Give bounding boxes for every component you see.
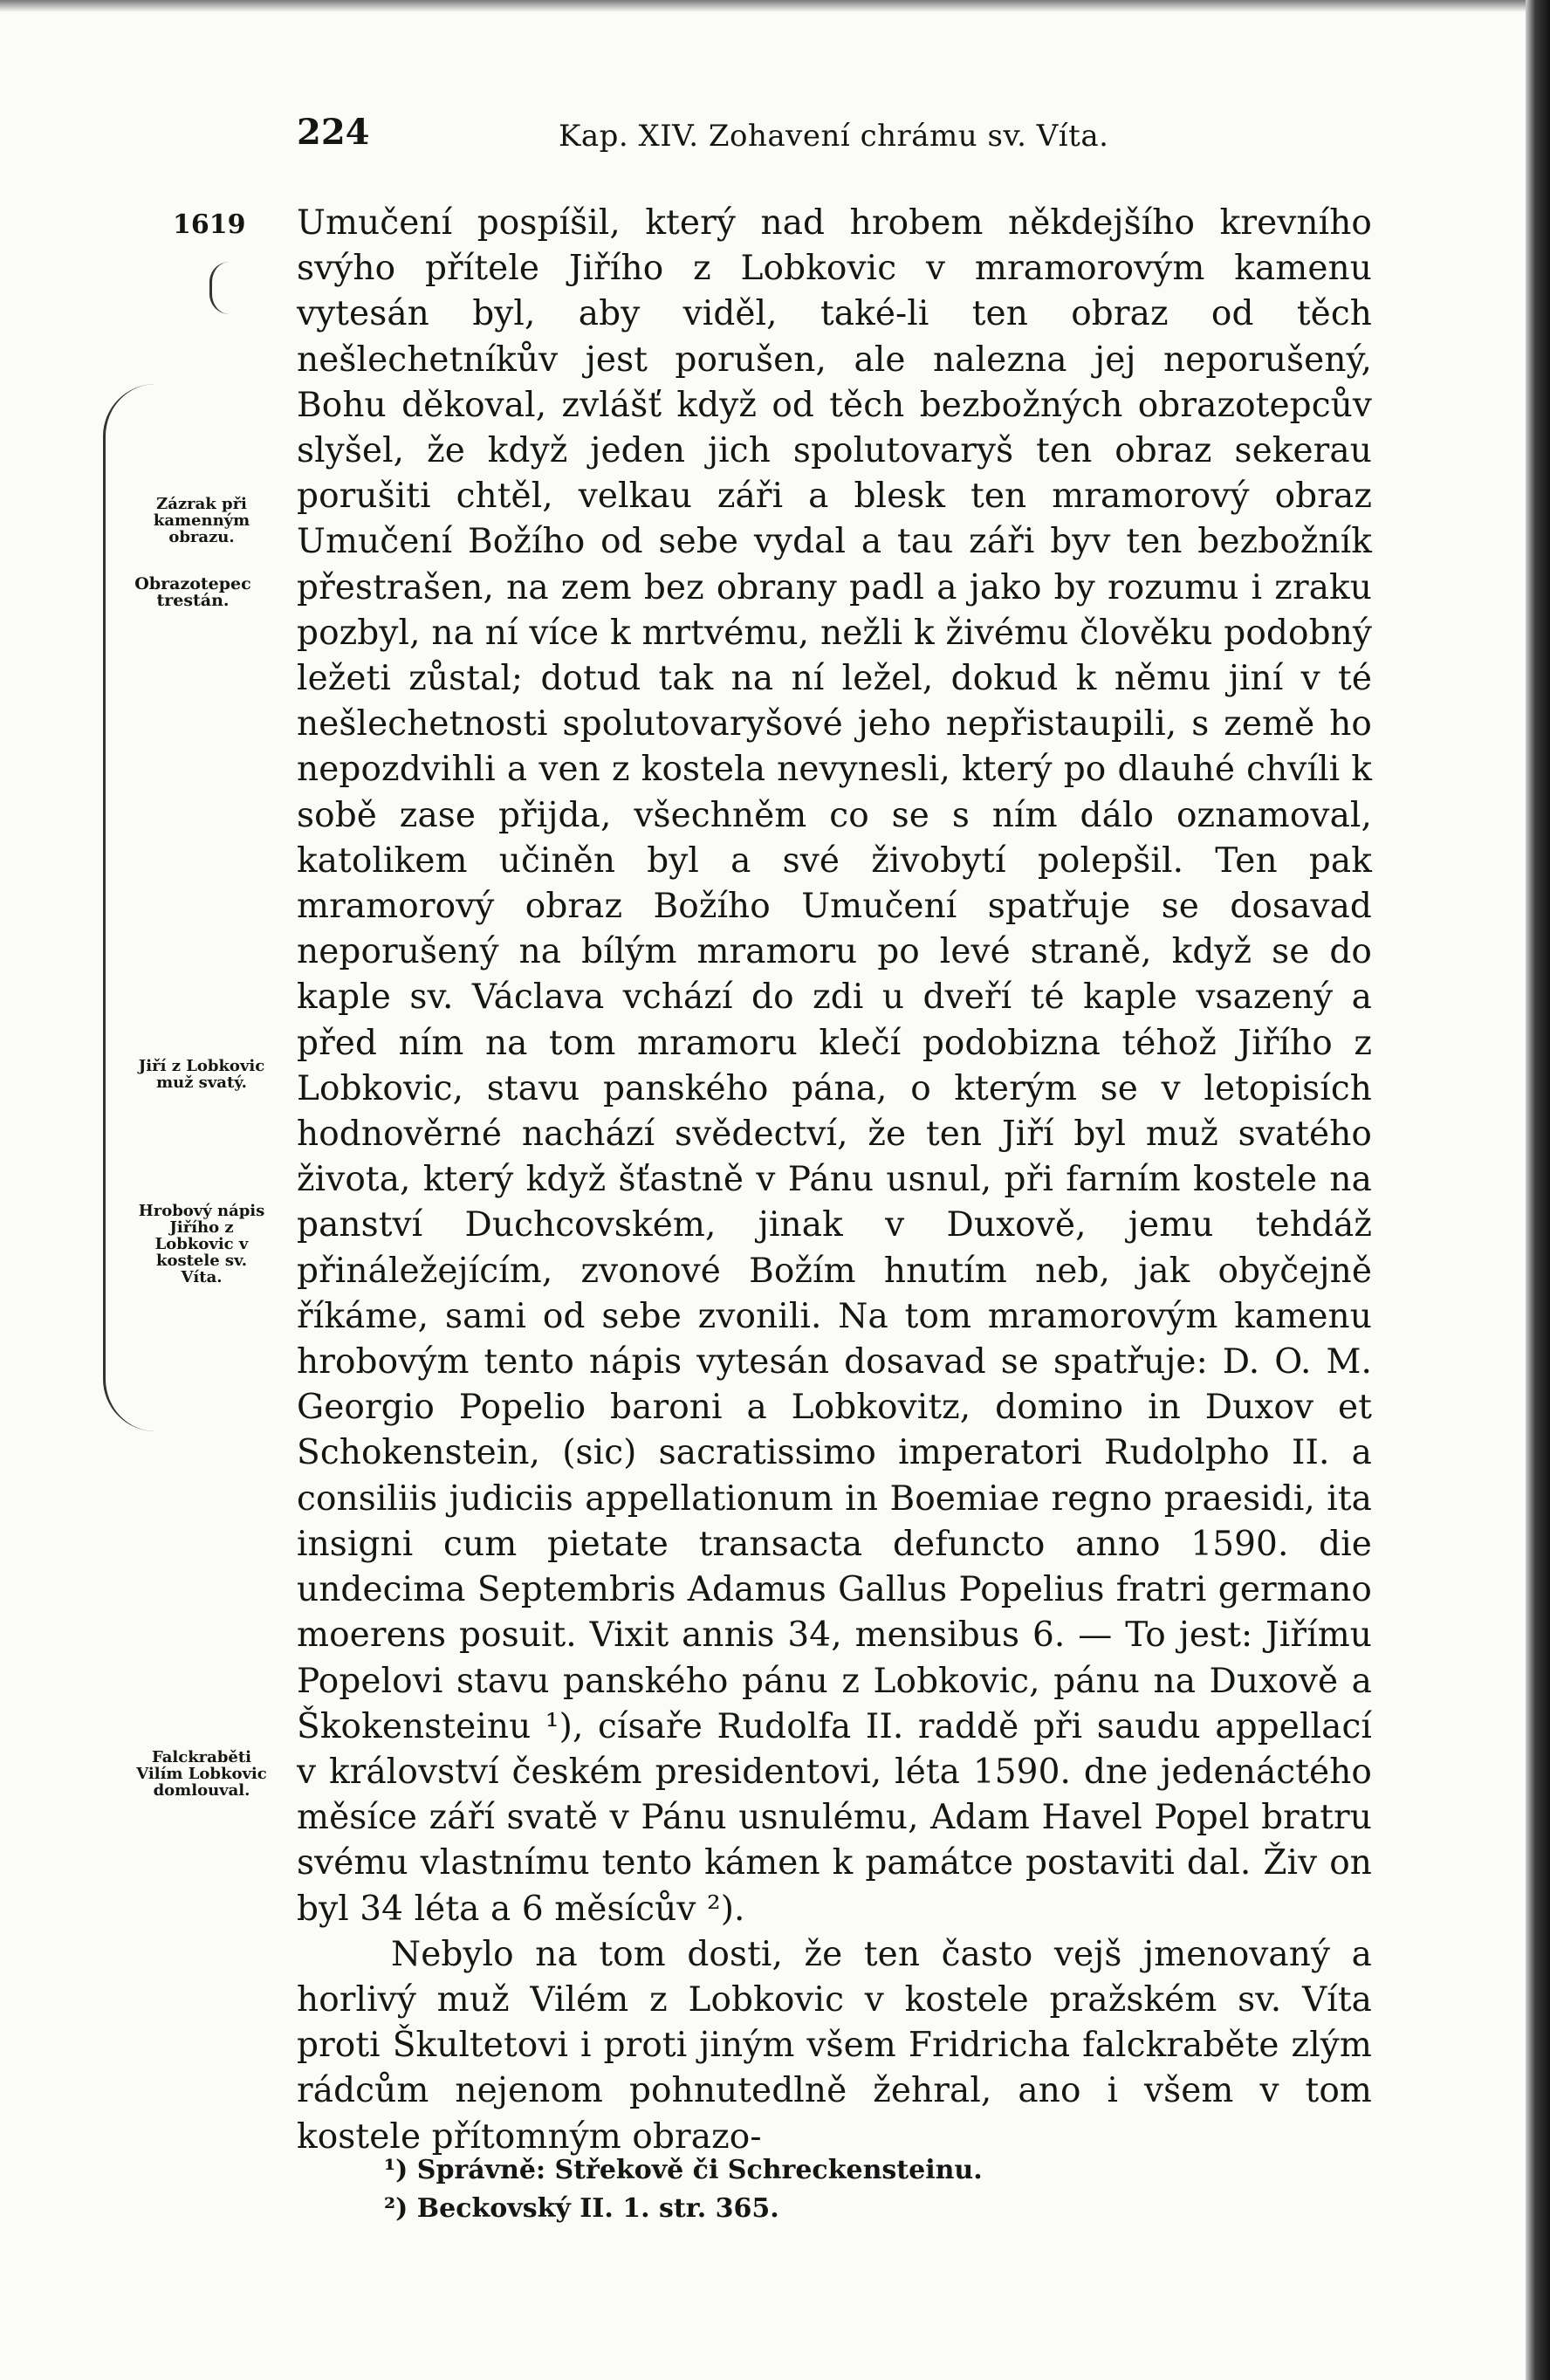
footnote: ¹) Správně: Střekově či Schreckensteinu. [384, 2155, 983, 2185]
footnotes [384, 2151, 1169, 2228]
margin-note: Jiří z Lobkovic muž svatý. [138, 1057, 265, 1092]
paragraph: Nebylo na tom dosti, že ten často vejš jmenovaný a horlivý muž Vilém z Lobkovic v kostele pražském sv. Víta proti Škultetovi i proti jiným všem Fridricha falckraběte zlým rádcům nejenom pohnutedlně žehral, ano i všem v tom kostele přítomným obrazo- [297, 1934, 1372, 2157]
pencil-bracket [209, 262, 230, 314]
page-top-shadow [0, 0, 1550, 12]
page-number: 224 [297, 112, 370, 153]
margin-year: 1619 [173, 209, 246, 240]
margin-note: Hrobový nápis Jiřího z Lobkovic v kostele sv. Víta. [138, 1202, 265, 1286]
margin-note: Obrazotepec trestán. [134, 574, 251, 610]
body-text [297, 201, 1372, 2160]
margin-note: Zázrak při kamenným obrazu. [153, 495, 250, 546]
running-title: Kap. XIV. Zohavení chrámu sv. Víta. [559, 119, 1109, 154]
page-header [297, 112, 1169, 164]
footnote: ²) Beckovský II. 1. str. 365. [384, 2193, 779, 2224]
page-binding-edge [1526, 0, 1550, 2380]
margin-note: Falckraběti Vilím Lobkovic domlouval. [136, 1748, 267, 1800]
paragraph: Umučení pospíšil, který nad hrobem někdejšího krevního svýho přítele Jiřího z Lobkovic v mramorovým kamenu vytesán byl, aby viděl, také-li ten obraz od těch nešlechetníkův jest porušen, ale nalezna jej neporušený, Bohu děkoval, zvlášť když od těch bezbožných obrazotepcův slyšel, že když jeden jich spolutovaryš ten obraz sekerau porušiti chtěl, velkau záři a blesk ten mramorový obraz Umučení Božího od sebe vydal a tau záři byv ten bezbožník přestrašen, na zem bez obrany padl a jako by rozumu i zraku pozbyl, na ní více k mrtvému, nežli k živému člověku podobný ležeti zůstal; dotud tak na ní ležel, dokud k němu jiní v té nešlechetnosti spolutovaryšové jeho nepřistaupili, s země ho nepozdvihli a ven z kostela nevynesli, který po dlauhé chvíli k sobě zase přijda, všechněm co se s ním dálo oznamoval, katolikem učiněn byl a své živobytí polepšil. Ten pak mramorový obraz Božího Umučení spatřuje se dosavad neporušený na bílým mramoru po levé straně, když se do kaple sv. Václava vchází do zdi u dveří té kaple vsazený a před ním na tom mramoru klečí podobizna téhož Jiřího z Lobkovic, stavu panského pána, o kterým se v letopisích hodnověrné nachází svědectví, že ten Jiří byl muž svatého života, který když šťastně v Pánu usnul, při farním kostele na panství Duchcovském, jinak v Duxově, jemu tehdáž přináležejícím, zvonové Božím hnutím neb, jak obyčejně říkáme, sami od sebe zvonili. Na tom mramorovým kamenu hrobovým tento nápis vytesán dosavad se spatřuje: D. O. M. Georgio Popelio baroni a Lobkovitz, domino in Duxov et Schokenstein, (sic) sacratissimo imperatori Rudolpho II. a consiliis judiciis appellationum in Boemiae regno praesidi, ita insigni cum pietate transacta defuncto anno 1590. die undecima Septembris Adamus Gallus Popelius fratri germano moerens posuit. Vixit annis 34, mensibus 6. — To jest: Jiřímu Popelovi stavu panského pánu z Lobkovic, pánu na Duxově a Škokensteinu ¹), císaře Rudolfa II. raddě při saudu appellací v království českém presidentovi, léta 1590. dne jedenáctého měsíce září svatě v Pánu usnulému, Adam Havel Popel bratru svému vlastnímu tento kámen k památce postaviti dal. Živ on byl 34 léta a 6 měsícův ²). [297, 203, 1372, 1929]
